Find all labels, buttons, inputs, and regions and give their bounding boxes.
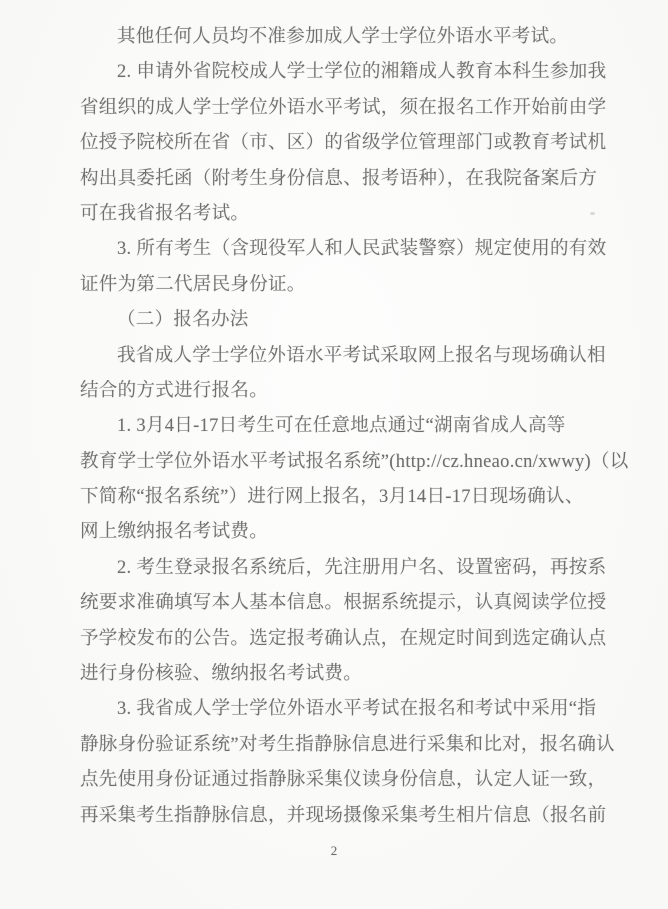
text-line: 2. 申请外省院校成人学士学位的湘籍成人教育本科生参加我 — [117, 62, 607, 83]
text-line: 3. 所有考生（含现役军人和人民武装警察）规定使用的有效 — [117, 239, 607, 260]
text-line: 构出具委托函（附考生身份信息、报考语种），在我院备案后方 — [80, 168, 598, 189]
text-line: 位授予院校所在省（市、区）的省级学位管理部门或教育考试机 — [80, 133, 607, 154]
text-line: 教育学士学位外语水平考试报名系统”(http://cz.hneao.cn/xwwy)（以 — [80, 451, 629, 472]
text-line: 结合的方式进行报名。 — [80, 380, 269, 401]
text-line: 3. 我省成人学士学位外语水平考试在报名和考试中采用“指 — [117, 699, 597, 720]
text-line: 网上缴纳报名考试费。 — [80, 522, 269, 543]
text-line: 省组织的成人学士学位外语水平考试，须在报名工作开始前由学 — [80, 97, 607, 118]
text-line: 静脉身份验证系统”对考生指静脉信息进行采集和比对，报名确认 — [80, 734, 615, 755]
text-line: 统要求准确填写本人基本信息。根据系统提示，认真阅读学位授 — [80, 593, 607, 614]
text-line: 进行身份核验、缴纳报名考试费。 — [80, 664, 363, 685]
text-line: 点先使用身份证通过指静脉采集仪读身份信息，认定人证一致， — [80, 770, 607, 791]
text-line: 我省成人学士学位外语水平考试采取网上报名与现场确认相 — [117, 345, 606, 366]
text-line: 下简称“报名系统”）进行网上报名，3月14日-17日现场确认、 — [80, 487, 584, 508]
text-line: 其他任何人员均不准参加成人学士学位外语水平考试。 — [117, 27, 569, 47]
text-block — [80, 20, 629, 834]
text-line: （二）报名办法 — [117, 310, 249, 331]
text-line: 予学校发布的公告。选定报考确认点，在规定时间到选定确认点 — [80, 628, 607, 649]
page-number: 2 — [330, 843, 338, 858]
scan-artifact — [590, 212, 595, 215]
text-line: 1. 3月4日-17日考生可在任意地点通过“湖南省成人高等 — [117, 416, 566, 437]
text-line: 2. 考生登录报名系统后，先注册用户名、设置密码，再按系 — [117, 557, 607, 578]
text-line: 证件为第二代居民身份证。 — [80, 274, 306, 295]
text-line: 可在我省报名考试。 — [80, 203, 250, 224]
text-line: 再采集考生指静脉信息，并现场摄像采集考生相片信息（报名前 — [80, 805, 607, 826]
